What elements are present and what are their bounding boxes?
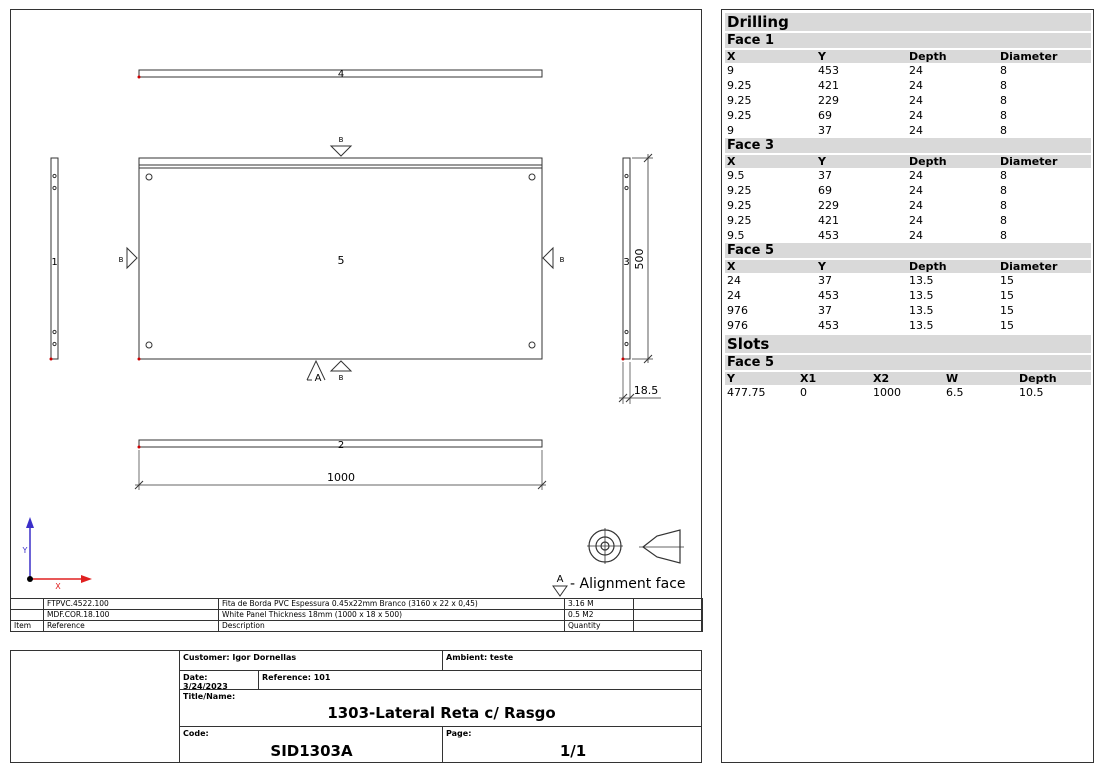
- alignment-face-label: - Alignment face: [570, 576, 686, 592]
- face-5-header: X Y Depth Diameter: [725, 260, 1091, 273]
- thickness-dimension: 18.5: [633, 384, 659, 397]
- x-axis-label: X: [55, 582, 61, 591]
- machining-panel: [721, 9, 1094, 763]
- bill-of-materials: [10, 598, 703, 632]
- bom-header-quantity: Quantity: [565, 621, 634, 632]
- drawing-title: 1303-Lateral Reta c/ Rasgo: [327, 704, 556, 722]
- part-1-label: 1: [51, 257, 58, 268]
- bom-description: Fita de Borda PVC Espessura 0.45x22mm Branco (3160 x 22 x 0,45): [219, 599, 565, 610]
- face-1-title: Face 1: [725, 33, 1091, 48]
- table-row: 24 37 13.5 15: [727, 274, 1014, 287]
- table-row: 976 453 13.5 15: [727, 319, 1014, 332]
- table-row: 24 453 13.5 15: [727, 289, 1014, 302]
- arrow-b-left: B: [118, 256, 124, 264]
- face-3-title: Face 3: [725, 138, 1091, 153]
- arrow-a-bottom: A: [314, 373, 322, 384]
- table-row: 9.25 229 24 8: [727, 94, 1007, 107]
- face-3-header: X Y Depth Diameter: [725, 155, 1091, 168]
- table-row: 9.25 421 24 8: [727, 214, 1007, 227]
- customer-cell: [179, 651, 442, 670]
- face-5-title: Face 5: [725, 243, 1091, 258]
- table-row: 477.75 0 1000 6.5 10.5: [727, 386, 1044, 399]
- bom-header-item: Item: [11, 621, 44, 632]
- face-1-header: X Y Depth Diameter: [725, 50, 1091, 63]
- page-cell: [442, 726, 702, 763]
- table-row: 9.5 453 24 8: [727, 229, 1007, 242]
- bom-item: [11, 610, 44, 621]
- alignment-symbol-letter: A: [556, 574, 564, 585]
- table-row: 9.25 229 24 8: [727, 199, 1007, 212]
- bom-description: White Panel Thickness 18mm (1000 x 18 x 500): [219, 610, 565, 621]
- width-dimension: 1000: [327, 471, 355, 484]
- drill-hole: [146, 174, 152, 180]
- part-5-label: 5: [337, 254, 345, 267]
- reference-field: Reference: 101: [262, 673, 331, 682]
- title-cell: [179, 689, 702, 726]
- drill-hole: [529, 174, 535, 180]
- table-row: 9.25 69 24 8: [727, 184, 1007, 197]
- ambient-field: Ambient: teste: [446, 653, 514, 662]
- part-2-label: 2: [337, 440, 345, 451]
- bom-header-description: Description: [219, 621, 565, 632]
- drilling-table: [725, 13, 1091, 335]
- bom-quantity: 3.16 M: [565, 599, 634, 610]
- height-dimension: 500: [633, 248, 646, 270]
- date-field: Date: 3/24/2023: [183, 673, 228, 691]
- table-row: 9 37 24 8: [727, 124, 1007, 137]
- title-block: [10, 650, 702, 763]
- table-row: 976 37 13.5 15: [727, 304, 1014, 317]
- bom-header-row: [11, 621, 703, 632]
- reference-cell: [258, 670, 702, 689]
- ambient-cell: [442, 651, 702, 670]
- page-number: 1/1: [559, 742, 587, 760]
- part-4-label: 4: [337, 69, 345, 80]
- bom-reference: FTPVC.4522.100: [44, 599, 219, 610]
- arrow-b-right: B: [559, 256, 565, 264]
- code-label: Code:: [183, 729, 209, 738]
- part-3-label: 3: [623, 257, 630, 268]
- table-row: 9 453 24 8: [727, 64, 1007, 77]
- frustum-icon: [639, 530, 684, 563]
- table-row: [11, 610, 703, 621]
- slots-header: Y X1 X2 W Depth: [725, 372, 1091, 385]
- page-label: Page:: [446, 729, 472, 738]
- slots-table: [725, 335, 1091, 400]
- target-icon: [587, 528, 623, 564]
- code-cell: [179, 726, 442, 763]
- drawing-code: SID1303A: [270, 742, 353, 760]
- table-row: 9.25 421 24 8: [727, 79, 1007, 92]
- drilling-title: Drilling: [725, 13, 1091, 31]
- table-row: 9.25 69 24 8: [727, 109, 1007, 122]
- drawing-area: [10, 9, 702, 632]
- drill-hole: [146, 342, 152, 348]
- drill-hole: [529, 342, 535, 348]
- arrow-b-top: B: [338, 136, 344, 144]
- slots-face-title: Face 5: [725, 355, 1091, 370]
- bom-header-reference: Reference: [44, 621, 219, 632]
- customer-field: Customer: Igor Dornellas: [183, 653, 297, 662]
- alignment-symbol-icon: [553, 574, 567, 596]
- arrow-b-bottom: B: [338, 374, 344, 382]
- date-cell: [179, 670, 258, 689]
- bom-quantity: 0.5 M2: [565, 610, 634, 621]
- technical-drawing: [11, 10, 703, 633]
- title-label: Title/Name:: [183, 692, 236, 701]
- y-axis-label: Y: [22, 546, 28, 555]
- bom-reference: MDF.COR.18.100: [44, 610, 219, 621]
- bom-item: [11, 599, 44, 610]
- table-row: [11, 599, 703, 610]
- table-row: 9.5 37 24 8: [727, 169, 1007, 182]
- slots-title: Slots: [725, 335, 1091, 353]
